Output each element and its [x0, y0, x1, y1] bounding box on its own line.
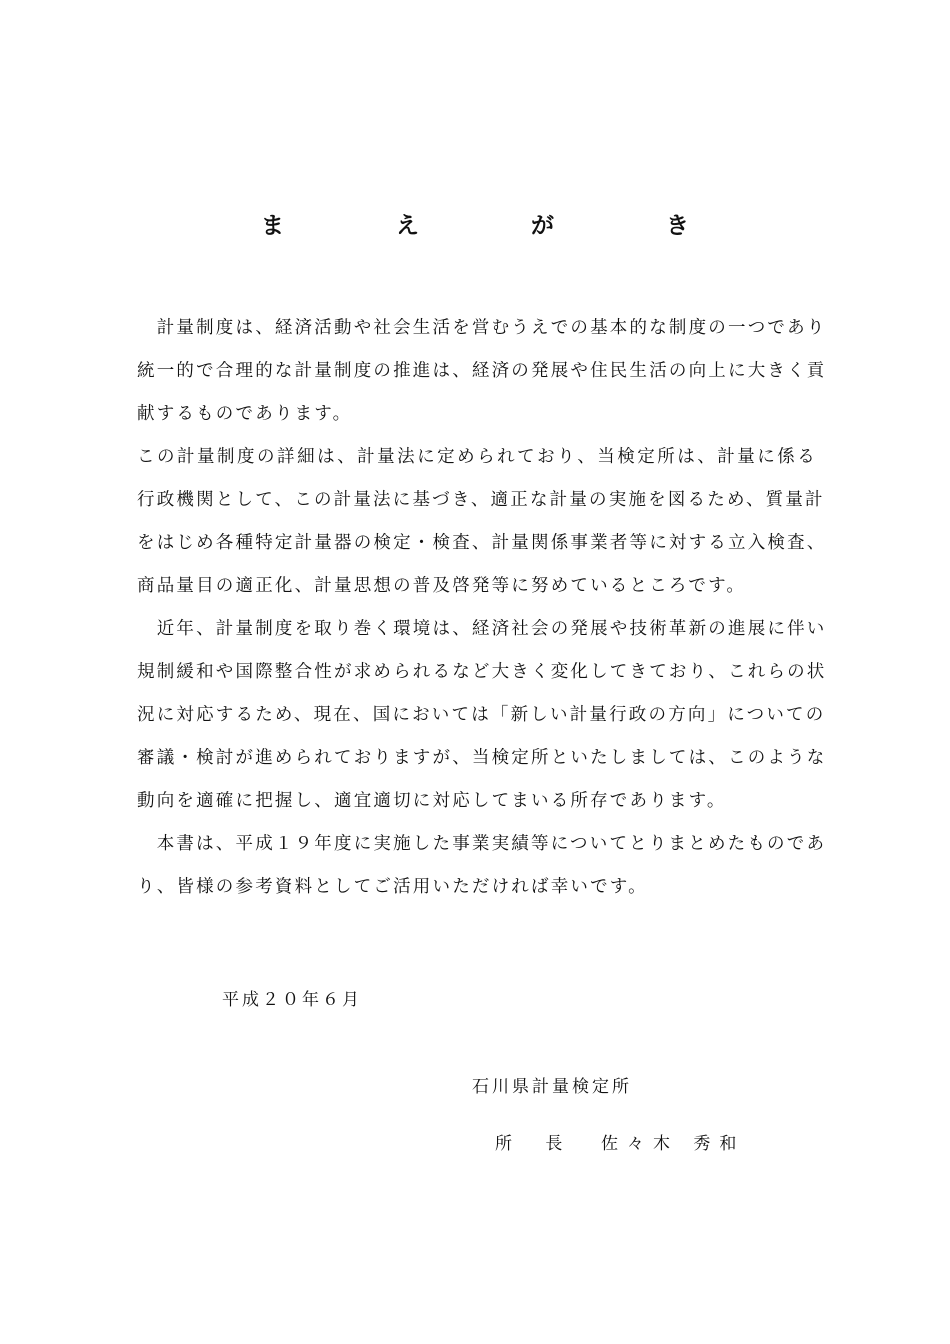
text-line: 商品量目の適正化、計量思想の普及啓発等に努めているところです。 — [137, 576, 747, 596]
text-line: り、皆様の参考資料としてご活用いただければ幸いです。 — [137, 877, 648, 897]
organization-name: 石川県計量検定所 — [472, 1077, 632, 1097]
text-line: 献するものであります。 — [137, 404, 353, 424]
document-date: 平成２０年６月 — [222, 990, 362, 1010]
text-line: 況に対応するため、現在、国においては「新しい計量行政の方向」についての — [137, 705, 826, 725]
text-line: 審議・検討が進められておりますが、当検定所といたしましては、このような — [137, 748, 827, 768]
page-title: ま え が き — [260, 212, 742, 239]
text-line: 近年、計量制度を取り巻く環境は、経済社会の発展や技術革新の進展に伴い — [137, 619, 827, 639]
text-line: 統一的で合理的な計量制度の推進は、経済の発展や住民生活の向上に大きく貢 — [137, 361, 827, 381]
text-line: 動向を適確に把握し、適宜適切に対応してまいる所存であります。 — [137, 791, 727, 811]
text-line: 行政機関として、この計量法に基づき、適正な計量の実施を図るため、質量計 — [137, 490, 825, 510]
text-line: 規制緩和や国際整合性が求められるなど大きく変化してきており、これらの状 — [137, 662, 827, 682]
signer-title: 所 長 — [495, 1134, 577, 1154]
signer-name: 佐々木 秀和 — [601, 1134, 746, 1154]
text-line: をはじめ各種特定計量器の検定・検査、計量関係事業者等に対する立入検査、 — [137, 533, 827, 553]
text-line: この計量制度の詳細は、計量法に定められており、当検定所は、計量に係る — [137, 447, 817, 467]
text-line: 計量制度は、経済活動や社会生活を営むうえでの基本的な制度の一つであり — [137, 318, 827, 338]
body-text — [137, 307, 827, 909]
text-line: 本書は、平成１９年度に実施した事業実績等についてとりまとめたものであ — [137, 834, 827, 854]
